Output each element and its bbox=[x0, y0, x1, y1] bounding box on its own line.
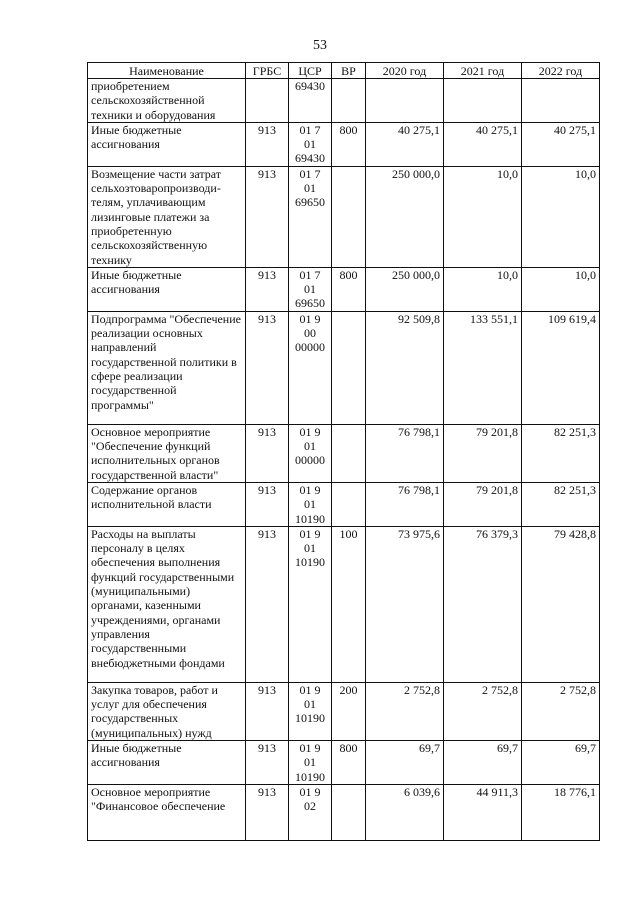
csr-part: 01 bbox=[304, 181, 316, 196]
cell-csr bbox=[289, 122, 332, 166]
csr-part: 10190 bbox=[295, 711, 325, 726]
csr-part: 00 bbox=[304, 326, 316, 341]
cell-2021: 76 379,3 bbox=[444, 526, 522, 682]
cell-name: Подпрограмма "Обеспечение реализации основных направлений государственной политики в сфере реализации государственной программы" bbox=[88, 311, 246, 424]
csr-part: 01 9 bbox=[299, 424, 321, 439]
cell-2022: 2 752,8 bbox=[522, 682, 600, 740]
cell-vr bbox=[332, 166, 366, 267]
cell-csr bbox=[289, 784, 332, 840]
cell-grbs: 913 bbox=[246, 741, 289, 785]
csr-part: 69430 bbox=[295, 151, 325, 166]
table-header-row bbox=[88, 63, 600, 79]
cell-2022: 109 619,4 bbox=[522, 311, 600, 424]
cell-2022: 40 275,1 bbox=[522, 122, 600, 166]
csr-part: 01 7 bbox=[299, 122, 321, 137]
cell-name: Содержание органов исполнительной власти bbox=[88, 482, 246, 526]
csr-part: 01 bbox=[304, 497, 316, 512]
csr-part: 01 bbox=[304, 439, 316, 454]
csr-part: 01 7 bbox=[299, 166, 321, 181]
cell-vr: 200 bbox=[332, 682, 366, 740]
budget-table bbox=[87, 62, 600, 841]
cell-2022: 10,0 bbox=[522, 267, 600, 311]
csr-part: 01 bbox=[304, 755, 316, 770]
csr-part: 10190 bbox=[295, 555, 325, 570]
cell-2021: 69,7 bbox=[444, 741, 522, 785]
page-number: 53 bbox=[313, 38, 327, 53]
cell-2022: 18 776,1 bbox=[522, 784, 600, 840]
cell-2022 bbox=[522, 79, 600, 123]
csr-part: 01 9 bbox=[299, 311, 321, 326]
cell-grbs: 913 bbox=[246, 526, 289, 682]
csr-part: 01 bbox=[304, 137, 316, 152]
csr-part: 10190 bbox=[295, 511, 325, 526]
cell-2021: 10,0 bbox=[444, 267, 522, 311]
cell-2020: 73 975,6 bbox=[366, 526, 444, 682]
header-2020: 2020 год bbox=[366, 63, 444, 79]
cell-grbs: 913 bbox=[246, 122, 289, 166]
header-name: Наименование bbox=[88, 63, 246, 79]
table-row bbox=[88, 482, 600, 526]
csr-part: 69650 bbox=[295, 195, 325, 210]
cell-2020: 69,7 bbox=[366, 741, 444, 785]
cell-2020: 250 000,0 bbox=[366, 267, 444, 311]
cell-grbs bbox=[246, 79, 289, 123]
cell-csr bbox=[289, 267, 332, 311]
csr-part: 00000 bbox=[295, 340, 325, 355]
cell-name: Возмещение части затрат сельхозтоваропроизводи-телям, уплачивающим лизинговые платежи за приобретенную сельскохозяйственную технику bbox=[88, 166, 246, 267]
cell-name: Основное мероприятие "Обеспечение функций исполнительных органов государственной власти" bbox=[88, 424, 246, 482]
cell-2021: 2 752,8 bbox=[444, 682, 522, 740]
csr-part: 01 7 bbox=[299, 267, 321, 282]
csr-part: 01 9 bbox=[299, 682, 321, 697]
cell-2021: 10,0 bbox=[444, 166, 522, 267]
csr-part: 01 9 bbox=[299, 526, 321, 541]
cell-csr bbox=[289, 526, 332, 682]
table-row bbox=[88, 526, 600, 682]
header-2022: 2022 год bbox=[522, 63, 600, 79]
cell-2020: 76 798,1 bbox=[366, 482, 444, 526]
cell-name: Закупка товаров, работ и услуг для обеспечения государственных (муниципальных) нужд bbox=[88, 682, 246, 740]
table-body bbox=[88, 79, 600, 841]
cell-vr bbox=[332, 311, 366, 424]
cell-2021: 79 201,8 bbox=[444, 424, 522, 482]
cell-2020: 40 275,1 bbox=[366, 122, 444, 166]
cell-2022: 10,0 bbox=[522, 166, 600, 267]
cell-csr bbox=[289, 311, 332, 424]
cell-name: Иные бюджетные ассигнования bbox=[88, 122, 246, 166]
cell-vr bbox=[332, 784, 366, 840]
cell-csr bbox=[289, 166, 332, 267]
cell-vr bbox=[332, 482, 366, 526]
cell-2022: 82 251,3 bbox=[522, 424, 600, 482]
cell-2020: 2 752,8 bbox=[366, 682, 444, 740]
cell-vr bbox=[332, 79, 366, 123]
cell-grbs: 913 bbox=[246, 311, 289, 424]
cell-name: Иные бюджетные ассигнования bbox=[88, 267, 246, 311]
cell-grbs: 913 bbox=[246, 784, 289, 840]
header-vr: ВР bbox=[332, 63, 366, 79]
cell-csr bbox=[289, 682, 332, 740]
csr-part: 69650 bbox=[295, 296, 325, 311]
cell-2021: 44 911,3 bbox=[444, 784, 522, 840]
header-2021: 2021 год bbox=[444, 63, 522, 79]
table-row bbox=[88, 122, 600, 166]
cell-name: Основное мероприятие "Финансовое обеспечение bbox=[88, 784, 246, 840]
cell-2022: 79 428,8 bbox=[522, 526, 600, 682]
cell-2020: 76 798,1 bbox=[366, 424, 444, 482]
table-row bbox=[88, 267, 600, 311]
csr-part: 02 bbox=[304, 799, 316, 814]
table-row bbox=[88, 166, 600, 267]
cell-vr bbox=[332, 424, 366, 482]
cell-vr: 800 bbox=[332, 741, 366, 785]
cell-grbs: 913 bbox=[246, 482, 289, 526]
cell-2021: 79 201,8 bbox=[444, 482, 522, 526]
csr-part: 01 9 bbox=[299, 784, 321, 799]
cell-csr bbox=[289, 424, 332, 482]
cell-vr: 800 bbox=[332, 122, 366, 166]
cell-grbs: 913 bbox=[246, 267, 289, 311]
csr-part: 01 bbox=[304, 541, 316, 556]
csr-part: 69430 bbox=[295, 79, 325, 93]
cell-2021: 40 275,1 bbox=[444, 122, 522, 166]
cell-2022: 82 251,3 bbox=[522, 482, 600, 526]
csr-part: 01 bbox=[304, 282, 316, 297]
header-csr: ЦСР bbox=[289, 63, 332, 79]
csr-part: 00000 bbox=[295, 453, 325, 468]
cell-name: приобретением сельскохозяйственной техники и оборудования bbox=[88, 79, 246, 123]
csr-part: 10190 bbox=[295, 769, 325, 784]
table-row bbox=[88, 79, 600, 123]
cell-grbs: 913 bbox=[246, 424, 289, 482]
cell-2020: 250 000,0 bbox=[366, 166, 444, 267]
csr-part: 01 9 bbox=[299, 741, 321, 756]
cell-2022: 69,7 bbox=[522, 741, 600, 785]
cell-name: Иные бюджетные ассигнования bbox=[88, 741, 246, 785]
table-row bbox=[88, 682, 600, 740]
table-row bbox=[88, 784, 600, 840]
csr-part: 01 bbox=[304, 697, 316, 712]
cell-csr bbox=[289, 482, 332, 526]
cell-csr bbox=[289, 79, 332, 123]
cell-grbs: 913 bbox=[246, 166, 289, 267]
cell-vr: 100 bbox=[332, 526, 366, 682]
cell-csr bbox=[289, 741, 332, 785]
cell-grbs: 913 bbox=[246, 682, 289, 740]
cell-2020 bbox=[366, 79, 444, 123]
cell-2020: 92 509,8 bbox=[366, 311, 444, 424]
cell-name: Расходы на выплаты персоналу в целях обеспечения выполнения функций государственными (муниципальными) органами, казенными учреждениями, органами управления государственными внебюджетными фондами bbox=[88, 526, 246, 682]
cell-2021 bbox=[444, 79, 522, 123]
header-grbs: ГРБС bbox=[246, 63, 289, 79]
table-row bbox=[88, 424, 600, 482]
cell-2020: 6 039,6 bbox=[366, 784, 444, 840]
cell-vr: 800 bbox=[332, 267, 366, 311]
table-row bbox=[88, 741, 600, 785]
csr-part: 01 9 bbox=[299, 482, 321, 497]
table-row bbox=[88, 311, 600, 424]
cell-2021: 133 551,1 bbox=[444, 311, 522, 424]
